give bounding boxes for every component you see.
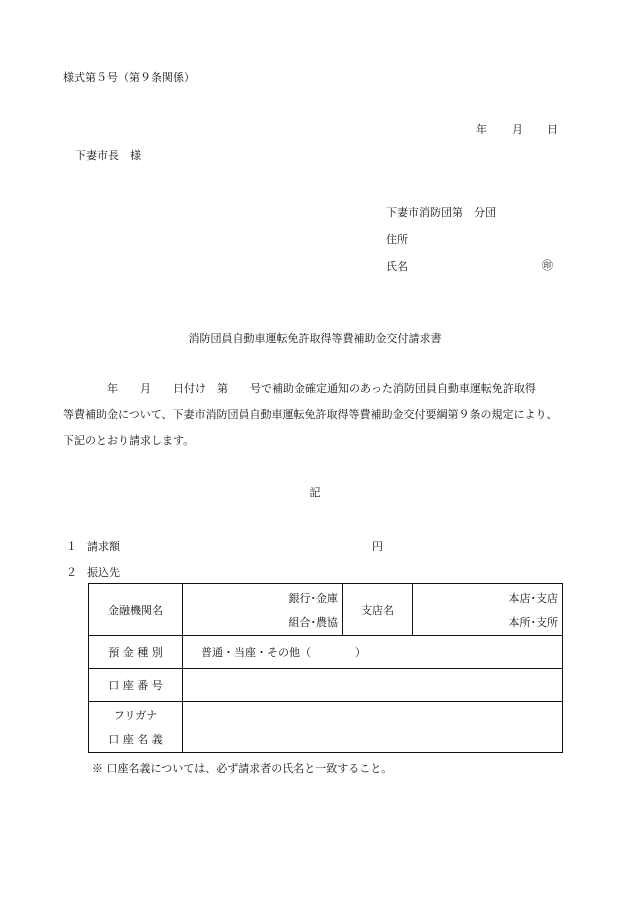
account-number-label: 口 座 番 号	[89, 669, 183, 702]
body-line-1: 年 月 日付け 第 号で補助金確定通知のあった消防団員自動車運転免許取得	[107, 382, 536, 395]
account-name-label-cell	[89, 702, 183, 753]
branch-field[interactable]	[413, 584, 563, 636]
institution-field[interactable]	[183, 584, 343, 636]
deposit-type-label: 預 金 種 別	[89, 636, 183, 669]
bank-account-table	[88, 583, 563, 753]
bank-type-bottom: 組合･農協	[288, 615, 338, 629]
ki-heading: 記	[309, 486, 321, 499]
document-title: 消防団員自動車運転免許取得等費補助金交付請求書	[188, 332, 442, 345]
date-line	[476, 124, 558, 135]
deposit-type-field[interactable]: 普通・当座・その他（ ）	[183, 636, 563, 669]
applicant-name-label: 氏名	[386, 260, 408, 273]
form-number: 様式第５号（第９条関係）	[63, 71, 195, 84]
body-line-3: 下記のとおり請求します。	[63, 434, 195, 447]
body-line-2: 等費補助金について、下妻市消防団員自動車運転免許取得等費補助金交付要綱第９条の規定により、	[63, 408, 558, 421]
item-1-label: 請求額	[87, 540, 120, 553]
item-2-label: 振込先	[87, 566, 120, 579]
item-1-number: １	[66, 540, 77, 553]
institution-label: 金融機関名	[89, 584, 183, 636]
seal-mark: ㊞	[542, 259, 553, 272]
branch-label: 支店名	[343, 584, 413, 636]
applicant-branch: 下妻市消防団第 分団	[386, 206, 496, 219]
note: ※ 口座名義については、必ず請求者の氏名と一致すること。	[92, 762, 393, 775]
yen-unit: 円	[372, 540, 383, 553]
table-row	[89, 702, 563, 753]
applicant-address-label: 住所	[386, 233, 408, 246]
branch-type-bottom: 本所･支所	[508, 615, 558, 629]
account-number-field[interactable]	[183, 669, 563, 702]
branch-type-top: 本店･支店	[508, 591, 558, 605]
addressee: 下妻市長 様	[75, 149, 141, 162]
table-row	[89, 669, 563, 702]
date-month: 月	[512, 123, 523, 136]
item-2-number: ２	[66, 566, 77, 579]
account-name-label: 口 座 名 義	[108, 733, 163, 746]
date-year: 年	[476, 123, 487, 136]
table-row	[89, 636, 563, 669]
table-row	[89, 584, 563, 636]
furigana-label: フリガナ	[113, 709, 158, 722]
account-name-field[interactable]	[183, 702, 563, 753]
bank-type-top: 銀行･金庫	[288, 591, 338, 605]
date-day: 日	[547, 123, 558, 136]
